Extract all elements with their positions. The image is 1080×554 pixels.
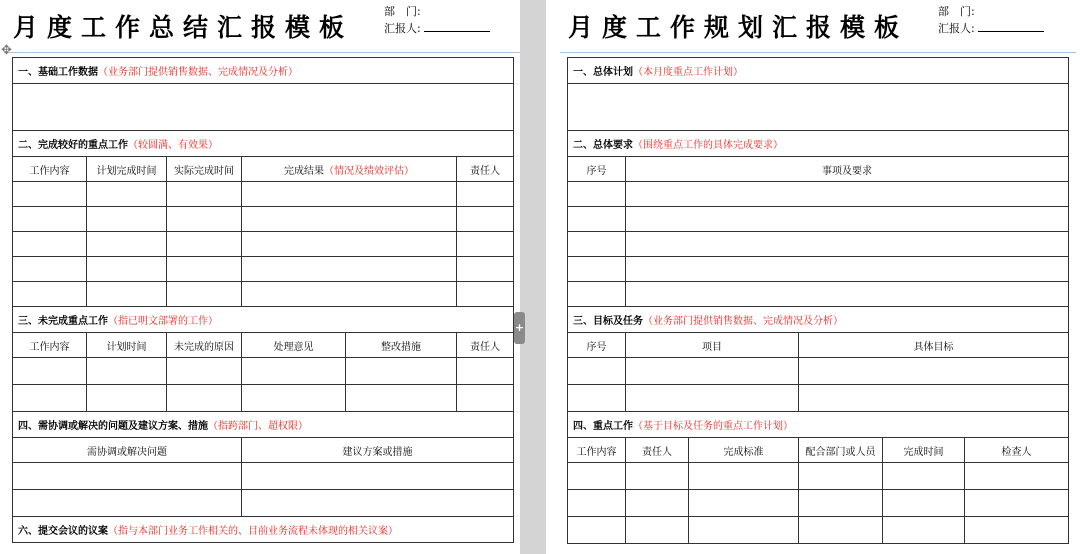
- table-row: [13, 490, 514, 517]
- column-header: 工作内容: [13, 333, 87, 358]
- summary-table: [12, 57, 514, 543]
- page-margin-line: [560, 52, 1076, 53]
- section-incomplete-work: 三、未完成重点工作（指已明文部署的工作）: [13, 307, 514, 333]
- header-meta: [938, 3, 1044, 37]
- column-header: 计划时间: [87, 333, 167, 358]
- section-key-work: 四、重点工作（基于目标及任务的重点工作计划）: [568, 412, 1069, 438]
- column-header: 完成时间: [883, 438, 965, 463]
- column-header: 责任人: [457, 157, 514, 182]
- table-row: [13, 207, 514, 232]
- column-header: 事项及要求: [626, 157, 1069, 182]
- add-column-handle[interactable]: +: [514, 312, 525, 344]
- column-header: 配合部门或人员: [799, 438, 883, 463]
- table-row: [13, 282, 514, 307]
- table-row: [568, 517, 1069, 544]
- table-row: [568, 282, 1069, 307]
- column-header: 检查人: [965, 438, 1069, 463]
- table-row: [568, 358, 1069, 385]
- column-header: 序号: [568, 157, 626, 182]
- section-goals: 三、目标及任务（业务部门提供销售数据、完成情况及分析）: [568, 307, 1069, 333]
- column-header: 实际完成时间: [167, 157, 242, 182]
- dept-label: 部 门:: [384, 5, 421, 18]
- table-row: [13, 463, 514, 490]
- column-header: 工作内容: [568, 438, 626, 463]
- column-header: 责任人: [457, 333, 514, 358]
- column-header: 完成标准: [689, 438, 799, 463]
- reporter-field[interactable]: [424, 21, 490, 32]
- column-header: 序号: [568, 333, 626, 358]
- table-row: [13, 385, 514, 412]
- dept-label: 部 门:: [938, 5, 975, 18]
- table-row: [568, 385, 1069, 412]
- page-margin-line: [4, 52, 520, 53]
- section-basic-data: 一、基础工作数据（业务部门提供销售数据、完成情况及分析）: [13, 58, 514, 84]
- table-row: [13, 182, 514, 207]
- page-title: 月度工作规划汇报模板: [568, 13, 909, 42]
- page-title: 月度工作总结汇报模板: [13, 13, 354, 42]
- table-row: [568, 257, 1069, 282]
- plan-table: [567, 57, 1069, 544]
- section-issues: 四、需协调或解决的问题及建议方案、措施（指跨部门、超权限）: [13, 412, 514, 438]
- column-header: 需协调或解决问题: [13, 438, 242, 463]
- table-cell[interactable]: [13, 84, 514, 131]
- column-header: 建议方案或措施: [242, 438, 514, 463]
- reporter-field[interactable]: [978, 21, 1044, 32]
- table-cell[interactable]: [568, 84, 1069, 131]
- column-header: 整改措施: [346, 333, 457, 358]
- table-row: [568, 207, 1069, 232]
- column-header: 计划完成时间: [87, 157, 167, 182]
- section-completed-work: 二、完成较好的重点工作（较圆满、有效果）: [13, 131, 514, 157]
- header-meta: [384, 3, 490, 37]
- column-header: 工作内容: [13, 157, 87, 182]
- column-header: 处理意见: [242, 333, 346, 358]
- table-row: [568, 182, 1069, 207]
- section-overall-plan: 一、总体计划（本月度重点工作计划）: [568, 58, 1069, 84]
- column-header: 责任人: [626, 438, 689, 463]
- table-row: [568, 463, 1069, 490]
- table-row: [568, 490, 1069, 517]
- column-header: 项目: [626, 333, 799, 358]
- section-overall-requirements: 二、总体要求（围绕重点工作的具体完成要求）: [568, 131, 1069, 157]
- column-header: 完成结果（情况及绩效评估）: [242, 157, 457, 182]
- reporter-label: 汇报人:: [938, 22, 975, 35]
- section-proposals: 六、提交会议的议案（指与本部门业务工作相关的、目前业务流程未体现的相关议案）: [13, 517, 514, 543]
- plan-template-page: [546, 0, 1080, 554]
- reporter-label: 汇报人:: [384, 22, 421, 35]
- table-row: [13, 232, 514, 257]
- table-row: [13, 257, 514, 282]
- column-header: 未完成的原因: [167, 333, 242, 358]
- column-header: 具体目标: [799, 333, 1069, 358]
- summary-template-page: [0, 0, 520, 554]
- move-handle-icon[interactable]: ✥: [1, 43, 12, 58]
- table-row: [568, 232, 1069, 257]
- table-row: [13, 358, 514, 385]
- page-gutter: [520, 0, 546, 554]
